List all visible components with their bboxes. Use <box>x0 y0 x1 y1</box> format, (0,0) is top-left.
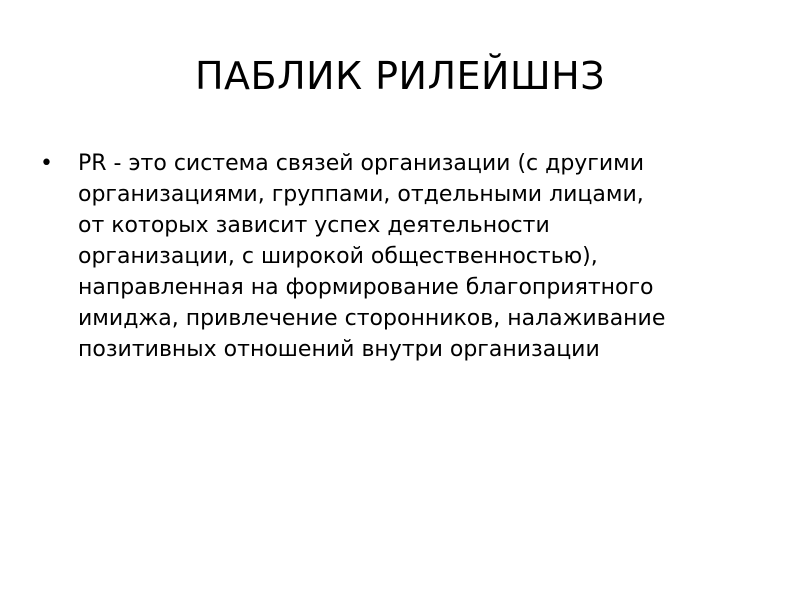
bullet-text <box>78 148 760 365</box>
bullet-text-line: PR - это система связей организации (с другими <box>78 151 645 176</box>
bullet-list <box>40 148 760 365</box>
slide-title: ПАБЛИК РИЛЕЙШНЗ <box>194 54 606 98</box>
bullet-text-line: направленная на формирование благоприятного <box>78 275 654 300</box>
bullet-item <box>40 148 760 365</box>
bullet-text-line: позитивных отношений внутри организации <box>78 337 600 362</box>
bullet-icon: • <box>40 151 53 176</box>
bullet-text-line: организации, с широкой общественностью), <box>78 244 598 269</box>
bullet-text-line: организациями, группами, отдельными лицами, <box>78 182 644 207</box>
bullet-text-line: от которых зависит успех деятельности <box>78 213 550 238</box>
bullet-text-line: имиджа, привлечение сторонников, налаживание <box>78 306 666 331</box>
